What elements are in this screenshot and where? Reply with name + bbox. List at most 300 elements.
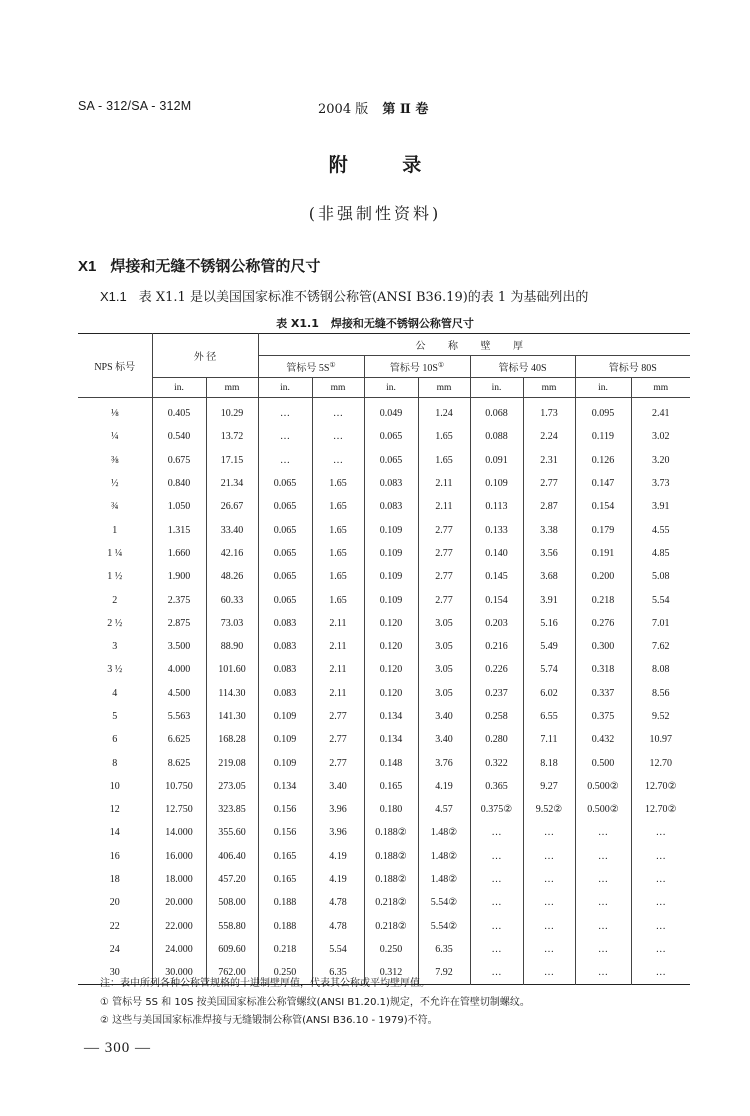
cell-s5-in: 0.188 xyxy=(258,915,312,938)
cell-od-mm: 13.72 xyxy=(206,425,258,448)
cell-s10-mm: 2.11 xyxy=(418,472,470,495)
cell-s10-mm: 4.57 xyxy=(418,798,470,821)
cell-s5-in: 0.250 xyxy=(258,961,312,985)
cell-s10-in: 0.120 xyxy=(364,658,418,681)
cell-s10-in: 0.109 xyxy=(364,518,418,541)
cell-s10-mm: 1.24 xyxy=(418,398,470,426)
cell-od-in: 10.750 xyxy=(152,775,206,798)
cell-s40-mm: … xyxy=(523,891,575,914)
unit-mm: mm xyxy=(206,378,258,398)
cell-s40-mm: 1.73 xyxy=(523,398,575,426)
cell-od-in: 8.625 xyxy=(152,751,206,774)
volume-label: 第 Ⅱ 卷 xyxy=(382,102,429,117)
cell-od-in: 22.000 xyxy=(152,915,206,938)
cell-s10-in: 0.083 xyxy=(364,495,418,518)
cell-s40-mm: 2.24 xyxy=(523,425,575,448)
cell-s10-mm: 7.92 xyxy=(418,961,470,985)
cell-s40-mm: 5.16 xyxy=(523,612,575,635)
cell-s40-mm: 7.11 xyxy=(523,728,575,751)
cell-s10-in: 0.134 xyxy=(364,728,418,751)
table-row xyxy=(78,449,690,472)
cell-s5-in: … xyxy=(258,449,312,472)
cell-s10-mm: 3.05 xyxy=(418,682,470,705)
cell-s40-in: 0.216 xyxy=(470,635,523,658)
cell-od-in: 30.000 xyxy=(152,961,206,985)
cell-nps: ½ xyxy=(111,478,119,490)
cell-s80-in: 0.318 xyxy=(575,658,631,681)
cell-s40-in: 0.140 xyxy=(470,542,523,565)
cell-s5-mm: 2.77 xyxy=(312,705,364,728)
cell-s5-in: 0.188 xyxy=(258,891,312,914)
cell-s80-mm: 3.20 xyxy=(631,449,690,472)
cell-s5-in: 0.083 xyxy=(258,658,312,681)
cell-nps: 10 xyxy=(109,780,120,792)
cell-s10-mm: 1.48② xyxy=(418,845,470,868)
table-caption xyxy=(0,315,750,331)
cell-s40-in: … xyxy=(470,845,523,868)
cell-s5-mm: 2.77 xyxy=(312,728,364,751)
cell-s80-mm: 5.54 xyxy=(631,588,690,611)
cell-nps: 30 xyxy=(109,967,120,979)
unit-in: in. xyxy=(258,378,312,398)
cell-s80-mm: 7.62 xyxy=(631,635,690,658)
cell-s40-in: 0.237 xyxy=(470,682,523,705)
cell-s80-in: 0.191 xyxy=(575,542,631,565)
cell-od-mm: 323.85 xyxy=(206,798,258,821)
cell-s10-in: 0.134 xyxy=(364,705,418,728)
cell-od-mm: 168.28 xyxy=(206,728,258,751)
cell-nps: 5 xyxy=(112,711,118,722)
running-header-center xyxy=(318,98,428,117)
cell-nps: 1 xyxy=(112,524,118,536)
cell-s10-mm: 3.05 xyxy=(418,658,470,681)
cell-s80-in: 0.119 xyxy=(575,425,631,448)
cell-s80-mm: 5.08 xyxy=(631,565,690,588)
cell-s80-in: … xyxy=(575,915,631,938)
cell-s40-in: 0.365 xyxy=(470,775,523,798)
cell-s40-mm: 2.77 xyxy=(523,472,575,495)
cell-s5-mm: 4.78 xyxy=(312,891,364,914)
table-row xyxy=(78,798,690,821)
cell-nps: 2 ½ xyxy=(107,617,123,629)
cell-s5-mm: 1.65 xyxy=(312,588,364,611)
cell-od-in: 2.875 xyxy=(152,612,206,635)
cell-nps: 1 ¼ xyxy=(107,547,123,559)
cell-s80-mm: … xyxy=(631,938,690,961)
cell-od-mm: 60.33 xyxy=(206,588,258,611)
cell-s5-in: 0.109 xyxy=(258,728,312,751)
cell-s5-mm: 3.96 xyxy=(312,821,364,844)
cell-od-mm: 609.60 xyxy=(206,938,258,961)
cell-s80-mm: 8.08 xyxy=(631,658,690,681)
table-row xyxy=(78,938,690,961)
cell-nps: 12 xyxy=(109,804,120,816)
section-heading xyxy=(78,255,320,276)
cell-nps: 6 xyxy=(112,734,118,746)
edition-label: 2004 版 xyxy=(318,102,369,117)
cell-s10-mm: 3.76 xyxy=(418,751,470,774)
table-row xyxy=(78,518,690,541)
cell-s10-mm: 1.48② xyxy=(418,821,470,844)
cell-s10-in: 0.049 xyxy=(364,398,418,426)
cell-s40-in: … xyxy=(470,821,523,844)
header-schedule-80s: 管标号 80S xyxy=(575,356,690,378)
cell-od-in: 4.000 xyxy=(152,658,206,681)
cell-s80-in: 0.179 xyxy=(575,518,631,541)
cell-s5-in: 0.134 xyxy=(258,775,312,798)
cell-nps: ¾ xyxy=(111,501,119,513)
unit-in: in. xyxy=(470,378,523,398)
cell-s80-in: 0.432 xyxy=(575,728,631,751)
cell-s40-mm: 3.38 xyxy=(523,518,575,541)
cell-s5-in: 0.065 xyxy=(258,518,312,541)
cell-s80-in: … xyxy=(575,821,631,844)
cell-od-in: 0.540 xyxy=(152,425,206,448)
cell-s80-mm: … xyxy=(631,891,690,914)
cell-s40-mm: 6.02 xyxy=(523,682,575,705)
cell-s80-in: 0.337 xyxy=(575,682,631,705)
table-row xyxy=(78,398,690,426)
cell-s5-in: 0.083 xyxy=(258,612,312,635)
cell-nps: 20 xyxy=(109,897,120,909)
cell-s80-mm: 10.97 xyxy=(631,728,690,751)
cell-s10-in: 0.109 xyxy=(364,542,418,565)
cell-s5-mm: 1.65 xyxy=(312,518,364,541)
cell-s80-in: … xyxy=(575,938,631,961)
cell-s5-in: 0.065 xyxy=(258,588,312,611)
cell-s5-in: … xyxy=(258,398,312,426)
unit-mm: mm xyxy=(523,378,575,398)
cell-od-in: 1.660 xyxy=(152,542,206,565)
cell-s10-in: 0.065 xyxy=(364,449,418,472)
cell-s5-mm: 6.35 xyxy=(312,961,364,985)
cell-s80-in: … xyxy=(575,868,631,891)
cell-s80-in: 0.147 xyxy=(575,472,631,495)
cell-s40-in: 0.322 xyxy=(470,751,523,774)
cell-s5-mm: 3.96 xyxy=(312,798,364,821)
cell-s5-mm: 2.11 xyxy=(312,635,364,658)
unit-mm: mm xyxy=(631,378,690,398)
cell-od-in: 1.315 xyxy=(152,518,206,541)
cell-s80-in: 0.218 xyxy=(575,588,631,611)
paragraph-number: X1.1 xyxy=(100,289,127,304)
cell-s10-in: 0.109 xyxy=(364,565,418,588)
cell-s10-mm: 3.40 xyxy=(418,728,470,751)
header-wall-thickness: 公 称 壁 厚 xyxy=(258,334,690,356)
cell-s80-in: … xyxy=(575,961,631,985)
cell-s5-in: 0.165 xyxy=(258,845,312,868)
cell-s10-in: 0.250 xyxy=(364,938,418,961)
cell-s5-mm: 2.11 xyxy=(312,682,364,705)
cell-s40-mm: 5.49 xyxy=(523,635,575,658)
cell-od-in: 16.000 xyxy=(152,845,206,868)
unit-in: in. xyxy=(152,378,206,398)
cell-s40-in: 0.091 xyxy=(470,449,523,472)
cell-s80-mm: 12.70 xyxy=(631,751,690,774)
cell-s80-in: … xyxy=(575,845,631,868)
cell-od-in: 24.000 xyxy=(152,938,206,961)
appendix-subtitle: (非强制性资料) xyxy=(308,204,442,223)
cell-od-mm: 114.30 xyxy=(206,682,258,705)
cell-od-mm: 355.60 xyxy=(206,821,258,844)
cell-od-mm: 457.20 xyxy=(206,868,258,891)
cell-s80-in: … xyxy=(575,891,631,914)
cell-s10-mm: 1.65 xyxy=(418,425,470,448)
cell-s10-in: 0.120 xyxy=(364,682,418,705)
cell-s10-in: 0.188② xyxy=(364,845,418,868)
cell-od-in: 14.000 xyxy=(152,821,206,844)
cell-s5-mm: 1.65 xyxy=(312,495,364,518)
cell-nps: 4 xyxy=(112,687,118,699)
cell-s5-mm: 2.11 xyxy=(312,612,364,635)
cell-s80-mm: 7.01 xyxy=(631,612,690,635)
cell-s80-in: 0.095 xyxy=(575,398,631,426)
cell-s40-mm: … xyxy=(523,938,575,961)
cell-s40-in: 0.088 xyxy=(470,425,523,448)
table-row xyxy=(78,425,690,448)
cell-s10-in: 0.083 xyxy=(364,472,418,495)
cell-s40-in: 0.203 xyxy=(470,612,523,635)
cell-s5-in: 0.065 xyxy=(258,565,312,588)
cell-s80-in: 0.500② xyxy=(575,775,631,798)
cell-s10-in: 0.180 xyxy=(364,798,418,821)
footnote-1-marker: ① xyxy=(437,361,445,369)
cell-s80-mm: 12.70② xyxy=(631,798,690,821)
paragraph-text: 表 X1.1 是以美国国家标准不锈钢公称管(ANSI B36.19)的表 1 为基础列出的 xyxy=(138,290,589,305)
cell-s40-in: … xyxy=(470,915,523,938)
cell-s80-mm: 9.52 xyxy=(631,705,690,728)
cell-nps: 22 xyxy=(109,920,120,932)
cell-s80-mm: 4.85 xyxy=(631,542,690,565)
cell-s80-in: 0.126 xyxy=(575,449,631,472)
unit-in: in. xyxy=(575,378,631,398)
cell-s40-mm: 9.52② xyxy=(523,798,575,821)
cell-s5-in: 0.065 xyxy=(258,472,312,495)
cell-s40-mm: … xyxy=(523,868,575,891)
cell-s5-in: 0.156 xyxy=(258,798,312,821)
cell-s10-mm: 1.48② xyxy=(418,868,470,891)
table-row xyxy=(78,891,690,914)
header-schedule-40s: 管标号 40S xyxy=(470,356,575,378)
cell-od-in: 2.375 xyxy=(152,588,206,611)
cell-s10-mm: 3.05 xyxy=(418,612,470,635)
cell-s40-in: 0.375② xyxy=(470,798,523,821)
cell-s10-mm: 2.77 xyxy=(418,588,470,611)
cell-s80-mm: … xyxy=(631,915,690,938)
cell-s10-mm: 1.65 xyxy=(418,449,470,472)
cell-od-in: 0.840 xyxy=(152,472,206,495)
cell-s5-in: 0.065 xyxy=(258,542,312,565)
cell-od-in: 3.500 xyxy=(152,635,206,658)
cell-nps: ⅛ xyxy=(111,408,119,420)
cell-od-mm: 508.00 xyxy=(206,891,258,914)
cell-s5-mm: … xyxy=(312,449,364,472)
cell-s40-in: … xyxy=(470,961,523,985)
table-row xyxy=(78,472,690,495)
cell-s10-in: 0.109 xyxy=(364,588,418,611)
unit-mm: mm xyxy=(418,378,470,398)
cell-s10-in: 0.165 xyxy=(364,775,418,798)
cell-s40-in: 0.113 xyxy=(470,495,523,518)
cell-s5-mm: 2.11 xyxy=(312,658,364,681)
cell-nps: ¼ xyxy=(111,431,119,443)
table-note: 注：表中所列各种公称管规格的十进制壁厚值，代表其公称或平均壁厚值。 xyxy=(100,978,430,989)
table-row xyxy=(78,915,690,938)
cell-od-mm: 219.08 xyxy=(206,751,258,774)
table-caption-title: 焊接和无缝不锈钢公称管尺寸 xyxy=(330,317,474,330)
cell-od-in: 4.500 xyxy=(152,682,206,705)
cell-s40-in: … xyxy=(470,868,523,891)
cell-s80-mm: 3.91 xyxy=(631,495,690,518)
cell-od-mm: 88.90 xyxy=(206,635,258,658)
cell-s10-in: 0.148 xyxy=(364,751,418,774)
cell-s80-mm: 3.02 xyxy=(631,425,690,448)
cell-s10-mm: 5.54② xyxy=(418,891,470,914)
table-row xyxy=(78,821,690,844)
footnote-2: ② 这些与美国国家标准焊接与无缝锻制公称管(ANSI B36.10 - 1979)不符。 xyxy=(100,1015,438,1026)
cell-s10-mm: 3.40 xyxy=(418,705,470,728)
cell-od-in: 0.405 xyxy=(152,398,206,426)
cell-s5-mm: 5.54 xyxy=(312,938,364,961)
cell-od-mm: 42.16 xyxy=(206,542,258,565)
cell-s80-mm: … xyxy=(631,961,690,985)
table-body xyxy=(78,398,690,985)
cell-od-in: 5.563 xyxy=(152,705,206,728)
cell-s40-in: 0.226 xyxy=(470,658,523,681)
cell-s40-in: … xyxy=(470,938,523,961)
table-row xyxy=(78,495,690,518)
cell-s40-mm: 6.55 xyxy=(523,705,575,728)
cell-s10-mm: 2.77 xyxy=(418,518,470,541)
cell-s40-in: 0.133 xyxy=(470,518,523,541)
cell-s5-in: … xyxy=(258,425,312,448)
cell-nps: 1 ½ xyxy=(107,571,123,583)
cell-s80-in: 0.500 xyxy=(575,751,631,774)
cell-s5-mm: 4.19 xyxy=(312,845,364,868)
cell-s80-in: 0.300 xyxy=(575,635,631,658)
table-row xyxy=(78,705,690,728)
cell-s40-in: 0.145 xyxy=(470,565,523,588)
cell-s80-mm: 12.70② xyxy=(631,775,690,798)
cell-s40-mm: 2.87 xyxy=(523,495,575,518)
table-caption-number: 表 X1.1 xyxy=(276,317,319,330)
cell-nps: 14 xyxy=(109,827,120,839)
cell-od-in: 18.000 xyxy=(152,868,206,891)
table-row xyxy=(78,612,690,635)
table-row xyxy=(78,542,690,565)
table-row xyxy=(78,635,690,658)
cell-s10-in: 0.065 xyxy=(364,425,418,448)
footnote-1-marker: ① xyxy=(329,361,336,369)
footnote-1: ① 管标号 5S 和 10S 按美国国家标准公称管螺纹(ANSI B1.20.1)规定，不允许在管壁切制螺纹。 xyxy=(100,997,530,1008)
cell-nps: ⅜ xyxy=(111,454,119,466)
cell-s5-in: 0.083 xyxy=(258,635,312,658)
section-number: X1 xyxy=(78,258,97,275)
table-row xyxy=(78,565,690,588)
paragraph xyxy=(100,286,588,305)
header-schedule-5s xyxy=(258,356,364,378)
cell-od-in: 1.900 xyxy=(152,565,206,588)
cell-s10-mm: 6.35 xyxy=(418,938,470,961)
cell-od-in: 12.750 xyxy=(152,798,206,821)
cell-s5-mm: 3.40 xyxy=(312,775,364,798)
cell-s40-mm: 3.91 xyxy=(523,588,575,611)
cell-s5-in: 0.083 xyxy=(258,682,312,705)
cell-od-mm: 762.00 xyxy=(206,961,258,985)
cell-s40-mm: … xyxy=(523,821,575,844)
cell-s5-mm: 1.65 xyxy=(312,472,364,495)
cell-s40-in: 0.280 xyxy=(470,728,523,751)
cell-od-mm: 48.26 xyxy=(206,565,258,588)
cell-od-in: 20.000 xyxy=(152,891,206,914)
cell-nps: 3 ½ xyxy=(107,664,123,676)
table-row xyxy=(78,775,690,798)
cell-s80-mm: 3.73 xyxy=(631,472,690,495)
cell-s5-in: 0.156 xyxy=(258,821,312,844)
cell-s40-in: 0.154 xyxy=(470,588,523,611)
cell-s40-in: … xyxy=(470,891,523,914)
cell-s40-in: 0.109 xyxy=(470,472,523,495)
cell-nps: 18 xyxy=(109,874,120,886)
cell-s10-in: 0.188② xyxy=(364,821,418,844)
cell-s10-mm: 5.54② xyxy=(418,915,470,938)
cell-s10-mm: 3.05 xyxy=(418,635,470,658)
cell-s80-mm: 2.41 xyxy=(631,398,690,426)
cell-s5-mm: 4.78 xyxy=(312,915,364,938)
table-row xyxy=(78,588,690,611)
cell-s5-mm: … xyxy=(312,398,364,426)
cell-od-mm: 73.03 xyxy=(206,612,258,635)
table-row xyxy=(78,728,690,751)
cell-nps: 24 xyxy=(109,943,120,955)
cell-s10-mm: 2.77 xyxy=(418,542,470,565)
table-row xyxy=(78,751,690,774)
cell-od-mm: 558.80 xyxy=(206,915,258,938)
cell-s80-mm: … xyxy=(631,845,690,868)
header-schedule-10s xyxy=(364,356,470,378)
cell-nps: 8 xyxy=(112,757,118,769)
cell-s40-mm: 9.27 xyxy=(523,775,575,798)
cell-s40-mm: … xyxy=(523,961,575,985)
table-row xyxy=(78,845,690,868)
cell-s80-in: 0.500② xyxy=(575,798,631,821)
cell-s80-in: 0.154 xyxy=(575,495,631,518)
cell-od-mm: 21.34 xyxy=(206,472,258,495)
section-title: 焊接和无缝不锈钢公称管的尺寸 xyxy=(110,257,321,275)
cell-s40-mm: 5.74 xyxy=(523,658,575,681)
cell-od-mm: 141.30 xyxy=(206,705,258,728)
cell-s10-mm: 2.11 xyxy=(418,495,470,518)
cell-s5-mm: … xyxy=(312,425,364,448)
cell-s10-in: 0.120 xyxy=(364,612,418,635)
cell-od-mm: 33.40 xyxy=(206,518,258,541)
appendix-title: 附 录 xyxy=(328,154,446,176)
cell-nps: 3 xyxy=(112,641,118,653)
cell-s5-in: 0.109 xyxy=(258,751,312,774)
cell-od-in: 0.675 xyxy=(152,449,206,472)
running-header-left: SA - 312/SA - 312M xyxy=(78,99,192,113)
cell-s80-mm: … xyxy=(631,821,690,844)
cell-s10-in: 0.312 xyxy=(364,961,418,985)
header-outside-diameter: 外 径 xyxy=(152,334,258,378)
cell-s5-mm: 4.19 xyxy=(312,868,364,891)
pipe-dimensions-table xyxy=(78,333,690,985)
schedule-10s-label: 管标号 10S xyxy=(389,363,438,374)
cell-od-mm: 17.15 xyxy=(206,449,258,472)
cell-s80-in: 0.276 xyxy=(575,612,631,635)
cell-nps: 2 xyxy=(112,594,118,606)
cell-s80-in: 0.200 xyxy=(575,565,631,588)
